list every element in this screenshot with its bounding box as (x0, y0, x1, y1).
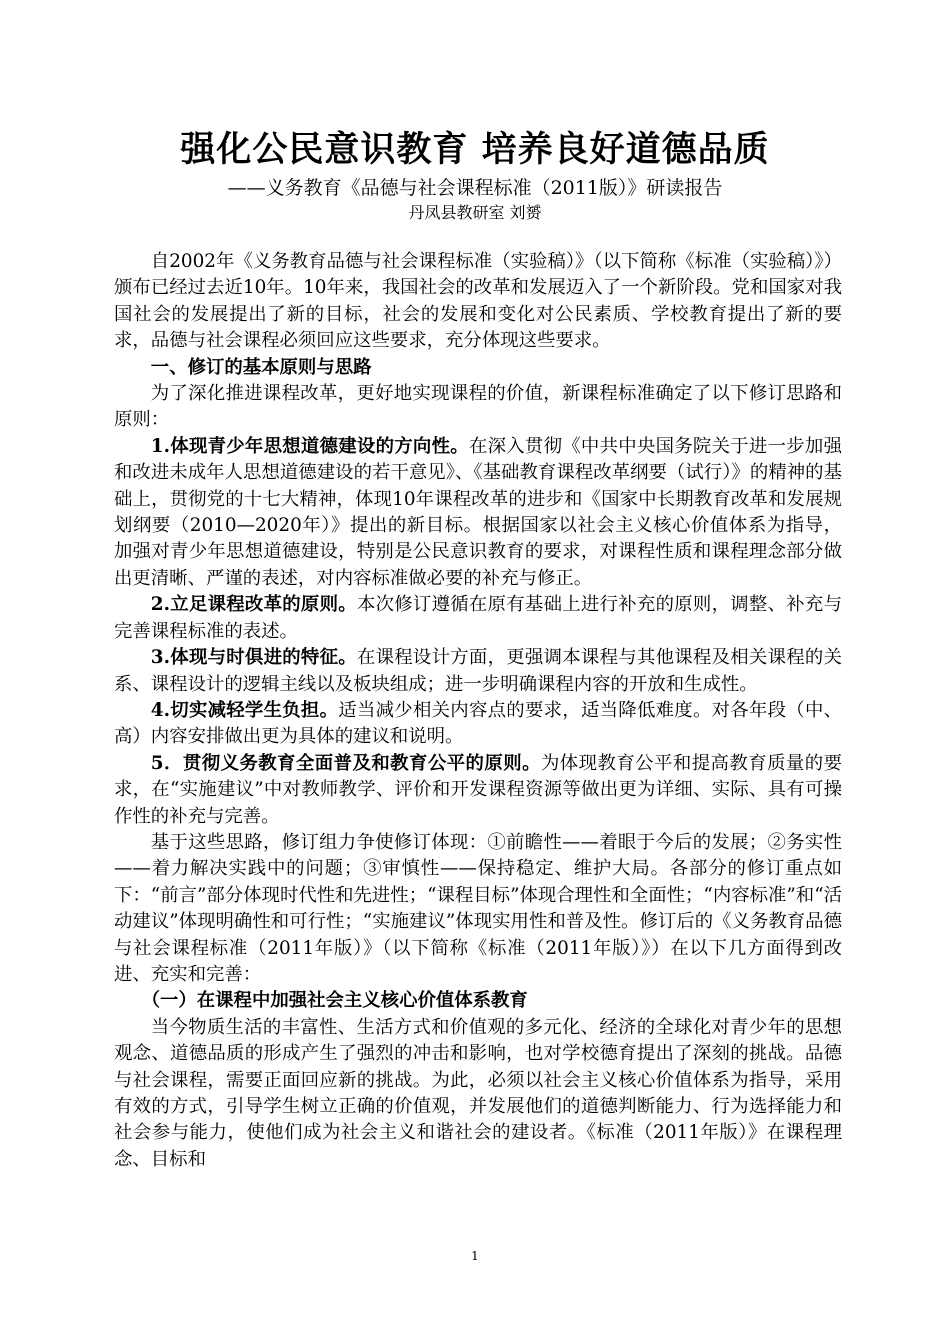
list-item-text: 为体现教育公平和提高教育质量的要求，在“实施建议”中对教师教学、评价和开发课程资源等做出更为详细、实际、具有可操作性的补充与完善。 (114, 752, 842, 827)
page-number: 1 (471, 1249, 479, 1263)
list-item-lead: 5．贯彻义务教育全面普及和教育公平的原则。 (150, 752, 541, 774)
list-item (114, 645, 842, 698)
list-item-lead: 1.体现青少年思想道德建设的方向性。 (150, 435, 469, 457)
paragraph: 为了深化推进课程改革，更好地实现课程的价值，新课程标准确定了以下修订思路和原则： (114, 383, 842, 431)
paragraph: 基于这些思路，修订组力争使修订体现：①前瞻性——着眼于今后的发展；②务实性——着力解决实践中的问题；③审慎性——保持稳定、维护大局。各部分的修订重点如下：“前言”部分体现时代性和先进性；“课程目标”体现合理性和全面性；“内容标准”和“活动建议”体现明确性和可行性；“实施建议”体现实用性和普及性。修订后的《义务教育品德与社会课程标准（2011年版）》（以下简称《标准（2011年版）》）在以下几方面得到改进、充实和完善： (114, 831, 842, 985)
list-item-lead: 3.体现与时俱进的特征。 (150, 647, 357, 669)
document-author: 丹凤县教研室 刘赟 (408, 203, 542, 222)
paragraph: 当今物质生活的丰富性、生活方式和价值观的多元化、经济的全球化对青少年的思想观念、道德品质的形成产生了强烈的冲击和影响，也对学校德育提出了深刻的挑战。品德与社会课程，需要正面回应新的挑战。为此，必须以社会主义核心价值体系为指导，采用有效的方式，引导学生树立正确的价值观，并发展他们的道德判断能力、行为选择能力和社会参与能力，使他们成为社会主义和谐社会的建设者。《标准（2011年版）》在课程理念、目标和 (114, 1016, 842, 1170)
section-heading: 一、修订的基本原则与思路 (150, 356, 372, 378)
list-item-text: 本次修订遵循在原有基础上进行补充的原则，调整、补充与完善课程标准的表述。 (114, 594, 842, 642)
list-item-text: 在课程设计方面，更强调本课程与其他课程及相关课程的关系、课程设计的逻辑主线以及板块组成；进一步明确课程内容的开放和生成性。 (114, 647, 842, 695)
list-item-text: 在深入贯彻《中共中央国务院关于进一步加强和改进未成年人思想道德建设的若干意见》、《基础教育课程改革纲要（试行）》的精神的基础上，贯彻党的十七大精神，体现10年课程改革的进步和《国家中长期教育改革和发展规划纲要（2010—2020年）》提出的新目标。根据国家以社会主义核心价值体系为指导，加强对青少年思想道德建设，特别是公民意识教育的要求，对课程性质和课程理念部分做出更清晰、严谨的表述，对内容标准做必要的补充与修正。 (114, 435, 842, 589)
list-item-lead: 4.切实减轻学生负担。 (150, 699, 339, 721)
list-item (114, 751, 842, 830)
list-item (114, 698, 842, 751)
list-item (114, 434, 842, 592)
subsection-heading: （一）在课程中加强社会主义核心价值体系教育 (141, 990, 528, 1012)
list-item (114, 592, 842, 645)
list-item-text: 适当减少相关内容点的要求，适当降低难度。对各年段（中、高）内容安排做出更为具体的建议和说明。 (114, 699, 842, 748)
document-body (114, 249, 842, 1173)
document-title: 强化公民意识教育 培养良好道德品质 (180, 129, 770, 170)
document-subtitle: ——义务教育《品德与社会课程标准（2011版）》研读报告 (227, 177, 723, 199)
paragraph: 自2002年《义务教育品德与社会课程标准（实验稿）》（以下简称《标准（实验稿）》）颁布已经过去近10年。10年来，我国社会的改革和发展迈入了一个新阶段。党和国家对我国社会的发展提出了新的目标，社会的发展和变化对公民素质、学校教育提出了新的要求，品德与社会课程必须回应这些要求，充分体现这些要求。 (114, 251, 842, 352)
list-item-lead: 2.立足课程改革的原则。 (150, 594, 357, 616)
